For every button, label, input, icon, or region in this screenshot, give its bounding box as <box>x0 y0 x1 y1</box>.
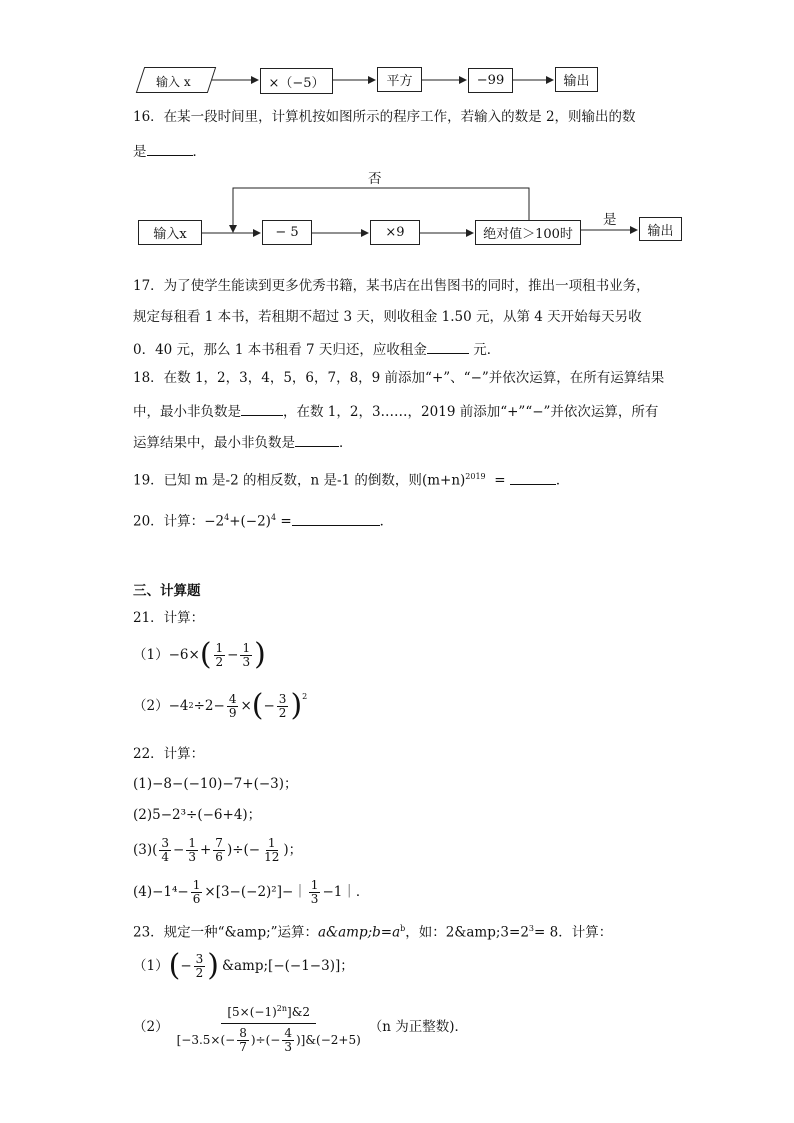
q23-p2-den-frac-2 <box>282 1027 294 1054</box>
q22-l3-suffix: )； <box>283 842 303 858</box>
flow2-step-minus5: − 5 <box>262 220 312 245</box>
q22-l4-suffix: −1｜． <box>322 884 370 900</box>
q23-p2-num-tail: ]&2 <box>287 1004 311 1019</box>
flow1-step-multiply: ×（−5） <box>260 68 333 94</box>
q22-l3-f1-den: 4 <box>161 849 170 864</box>
q18-line3-suffix: ． <box>339 435 353 451</box>
q22-l4-f1-den: 6 <box>192 891 201 906</box>
q20-line <box>133 509 393 531</box>
q19-exponent: 2019 <box>465 472 486 481</box>
q17-line1: 17．为了使学生能读到更多优秀书籍，某书店在出售图书的同时，推出一项租书业务， <box>133 278 650 294</box>
q22-l3-f3-den: 6 <box>215 849 223 864</box>
q20-suffix: ． <box>379 513 394 530</box>
q19-equals: = <box>494 472 506 489</box>
q20-prefix: 20．计算： <box>133 513 205 530</box>
q18-line2-suffix: ，在数 1，2，3……，2019 前添加“+”“−”并依次运算，所有 <box>283 404 659 420</box>
q21-p1-lead: −6× <box>168 647 200 663</box>
q23-p2-den-tail: )]&(−2+5) <box>295 1033 361 1047</box>
q23-prefix: 23．规定一种“&amp;”运算： <box>133 924 319 941</box>
q23-p1-operator: &amp; <box>221 958 269 974</box>
q16-line1: 16．在某一段时间里，计算机按如图所示的程序工作，若输入的数是 2，则输出的数 <box>133 109 636 125</box>
q22-l3-f4-num: 1 <box>267 835 276 850</box>
q23-part1 <box>133 948 354 984</box>
q23-p2-label: （2） <box>133 1019 169 1035</box>
q23-example: ，如：2&amp;3=2 <box>405 924 529 941</box>
flow2-output: 输出 <box>639 217 682 241</box>
flow2-condition: 绝对值＞100时 <box>475 220 581 245</box>
q22-l4-prefix: (4)−1⁴− <box>133 884 189 900</box>
flow2-input: 输入x <box>138 220 202 245</box>
q21-p2-times: × <box>240 698 252 714</box>
q22-l3-f2-num: 1 <box>188 835 196 850</box>
q23-p2-den-lead: [−3.5×(− <box>176 1033 236 1047</box>
q23-p1-minus: − <box>180 958 192 974</box>
q21-p2-fraction-1 <box>227 693 239 720</box>
q16-answer-blank <box>147 141 193 156</box>
q23-p2-note: （n 为正整数)． <box>368 1019 469 1035</box>
q18-line3-prefix: 运算结果中，最小非负数是 <box>133 435 295 451</box>
q21-f2-num: 1 <box>242 640 251 655</box>
q21-p1-label: （1） <box>133 647 169 663</box>
q21-p1-right-paren: ) <box>254 637 266 672</box>
q18-line2-prefix: 中，最小非负数是 <box>133 404 241 420</box>
q22-l4-f1-num: 1 <box>192 877 201 892</box>
q22-l3-op-1: − <box>173 842 185 858</box>
q22-l4-f2-den: 3 <box>310 891 319 906</box>
q16-line2 <box>133 141 206 161</box>
q17-line3 <box>133 339 500 359</box>
q22-l4-f2-num: 1 <box>310 877 319 892</box>
q17-answer-blank <box>427 339 469 354</box>
q23-p1-bracket: [−(−1−3)] <box>268 958 341 974</box>
q22-line2: (2)5−2³÷(−6+4)； <box>133 807 262 823</box>
q20-equals: = <box>280 513 292 530</box>
q20-exp-a: 4 <box>224 513 230 522</box>
q23-p2-denominator <box>175 1024 363 1054</box>
flow2-yes-label: 是 <box>603 212 617 228</box>
q20-term-b: +(−2) <box>229 513 271 530</box>
q21-f4-num: 3 <box>278 691 287 706</box>
q21-p2-lead: −4 <box>168 698 189 714</box>
q20-term-a: −2 <box>204 513 225 530</box>
q17-line3-suffix: 元． <box>473 342 501 358</box>
q21-f3-num: 4 <box>228 691 237 706</box>
q23-p2-den-f2-num: 4 <box>284 1025 292 1040</box>
q19-prefix: 19．已知 m 是-2 的相反数，n 是-1 的倒数，则 <box>133 472 422 489</box>
q21-p2-left-paren: ( <box>251 688 264 723</box>
q23-suffix: = 8．计算： <box>534 924 613 941</box>
q21-p1-fraction-2 <box>240 642 252 669</box>
q22-l3-frac-2 <box>186 837 198 864</box>
q22-l4-frac-1 <box>191 879 203 906</box>
q18-line3 <box>133 432 353 452</box>
q21-f1-den: 2 <box>215 654 224 669</box>
q23-definition-exp: b <box>400 924 406 933</box>
q22-l3-op-3: )÷(− <box>226 842 261 858</box>
q23-p2-num-exp: 2n <box>276 1003 288 1013</box>
q21-p2-fraction-2 <box>277 693 289 720</box>
q18-answer-blank-2 <box>295 432 339 447</box>
q22-l3-f2-den: 3 <box>188 849 196 864</box>
q18-answer-blank-1 <box>241 401 283 416</box>
q23-p1-fraction <box>194 953 206 980</box>
q23-p2-den-frac-1 <box>237 1027 249 1054</box>
q23-p2-den-f1-num: 8 <box>239 1025 247 1040</box>
q21-p1-minus: − <box>227 647 239 663</box>
q21-title: 21．计算： <box>133 610 205 626</box>
q21-f3-den: 9 <box>228 705 237 720</box>
q23-definition: a&amp;b=a <box>318 924 401 941</box>
q22-line3 <box>133 833 302 867</box>
q19-suffix: ． <box>555 472 570 489</box>
flow1-step-square: 平方 <box>377 67 422 92</box>
q21-p1-fraction-1 <box>214 642 226 669</box>
q23-part2 <box>133 992 468 1062</box>
q23-p1-f-den: 2 <box>195 965 204 980</box>
flow1-input-label: 输入 x <box>156 75 191 89</box>
flow1-output: 输出 <box>555 67 598 92</box>
q21-part2 <box>133 686 307 726</box>
q21-p1-left-paren: ( <box>199 637 212 672</box>
q21-p2-mid: ÷2− <box>193 698 225 714</box>
q21-p2-right-paren: ) <box>290 688 303 723</box>
q22-l3-frac-1 <box>159 837 171 864</box>
q22-line1: (1)−8−(−10)−7+(−3)； <box>133 776 298 792</box>
q23-example-exp: 3 <box>528 924 535 933</box>
q22-l3-f1-num: 3 <box>161 835 170 850</box>
q19-line <box>133 468 569 490</box>
q21-p2-exp: 2 <box>188 701 194 710</box>
q23-p1-f-num: 3 <box>195 951 204 966</box>
q20-exp-b: 4 <box>270 513 277 522</box>
section-3-title: 三、计算题 <box>133 583 201 599</box>
q21-f1-num: 1 <box>215 640 224 655</box>
q22-l3-frac-4 <box>262 837 281 864</box>
q21-p2-outer-exp: 2 <box>302 692 308 701</box>
q22-l3-f4-den: 12 <box>264 849 280 864</box>
q22-l3-frac-3 <box>213 837 225 864</box>
q21-f4-den: 2 <box>278 705 287 720</box>
q22-l3-prefix: (3)( <box>133 842 158 858</box>
q19-answer-blank <box>510 470 556 485</box>
q17-line3-prefix: 0．40 元，那么 1 本书租看 7 天归还，应收租金 <box>133 342 427 358</box>
q21-f2-den: 3 <box>242 654 251 669</box>
q23-p2-numerator <box>221 1001 316 1024</box>
q22-l4-mid: ×[3−(−2)²]−｜ <box>204 884 307 900</box>
q23-p1-right-paren: ) <box>207 948 219 983</box>
q21-p2-label: （2） <box>133 698 169 714</box>
q22-l3-f3-num: 7 <box>215 835 223 850</box>
flow2-step-times9: ×9 <box>370 220 420 245</box>
q18-line1: 18．在数 1，2，3，4，5，6，7，8，9 前添加“+”、“−”并依次运算，在所有运算结果 <box>133 370 665 386</box>
q23-p1-left-paren: ( <box>168 948 181 983</box>
flow1-step-minus: −99 <box>468 68 513 93</box>
q23-p2-den-f1-den: 7 <box>239 1039 247 1054</box>
q20-answer-blank <box>292 511 380 526</box>
q23-p2-big-fraction <box>175 1001 363 1054</box>
q21-p2-inner-minus: − <box>263 698 275 714</box>
q17-line2: 规定每租看 1 本书，若租期不超过 3 天，则收租金 1.50 元，从第 4 天开始每天另收 <box>133 309 642 325</box>
q23-p1-label: （1） <box>133 958 169 974</box>
q16-suffix: ． <box>192 144 206 160</box>
q22-title: 22．计算： <box>133 746 205 762</box>
q19-expression: (m+n) <box>421 472 466 489</box>
q22-line4 <box>133 875 369 909</box>
q23-p2-num-expr: [5×(−1) <box>227 1004 277 1019</box>
q18-line2 <box>133 401 658 421</box>
q16-prefix: 是 <box>133 144 147 160</box>
q22-l4-frac-2 <box>309 879 321 906</box>
q23-p1-end: ； <box>340 958 354 974</box>
q23-line1 <box>133 920 612 942</box>
flow2-no-label: 否 <box>368 171 382 187</box>
q22-l3-op-2: + <box>199 842 212 858</box>
q21-part1 <box>133 637 266 673</box>
q23-p2-den-mid: )÷(− <box>250 1033 281 1047</box>
q23-p2-den-f2-den: 3 <box>284 1039 292 1054</box>
